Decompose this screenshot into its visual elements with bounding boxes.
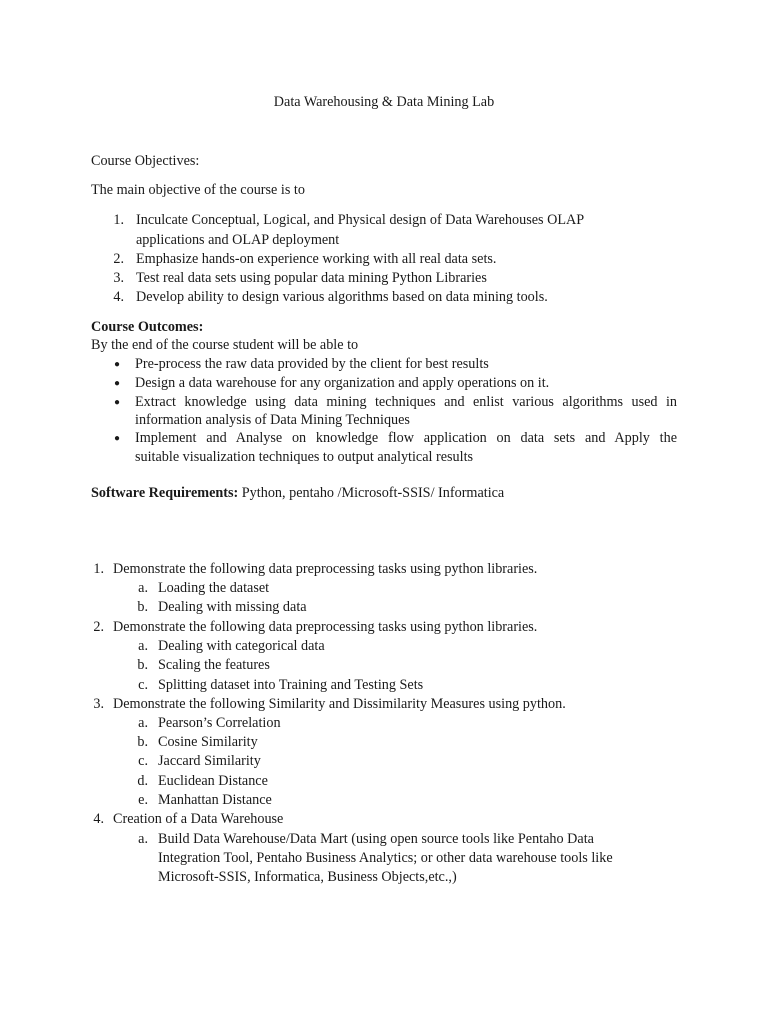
sub-item: Pearson’s Correlation (158, 715, 281, 731)
software-requirements-value: Python, pentaho /Microsoft-SSIS/ Informatica (238, 485, 505, 501)
outcome-item: Extract knowledge using data mining techniques and enlist various algorithms used in (135, 394, 677, 410)
bullet-icon: ● (114, 433, 121, 444)
sub-item-letter: a. (138, 638, 148, 654)
document-title: Data Warehousing & Data Mining Lab (273, 94, 495, 110)
bullet-icon: ● (114, 378, 121, 389)
sub-item: Dealing with missing data (158, 599, 307, 615)
sub-item: Cosine Similarity (158, 734, 258, 750)
outcome-item-continued: suitable visualization techniques to output analytical results (135, 449, 474, 465)
bullet-icon: ● (114, 397, 121, 408)
sub-item: Splitting dataset into Training and Testing Sets (158, 677, 424, 693)
objectives-heading: Course Objectives: (91, 153, 200, 169)
sub-item: Loading the dataset (158, 580, 270, 596)
outcome-item-continued: information analysis of Data Mining Techniques (135, 412, 410, 428)
outcome-item: Implement and Analyse on knowledge flow application on data sets and Apply the (135, 430, 677, 446)
outcome-item: Pre-process the raw data provided by the client for best results (135, 356, 489, 372)
sub-item-letter: d. (137, 773, 148, 789)
sub-item-letter: a. (138, 580, 148, 596)
sub-item-continued: Microsoft-SSIS, Informatica, Business Objects,etc.,) (158, 869, 457, 885)
software-requirements (91, 484, 504, 503)
experiment-item: Demonstrate the following Similarity and Dissimilarity Measures using python. (113, 696, 566, 712)
objective-item: Emphasize hands-on experience working with all real data sets. (136, 251, 497, 267)
sub-item-letter: b. (137, 657, 148, 673)
objective-item: Develop ability to design various algorithms based on data mining tools. (136, 289, 548, 305)
sub-item-letter: a. (138, 831, 148, 847)
sub-item-letter: c. (138, 677, 148, 693)
objective-item: Inculcate Conceptual, Logical, and Physical design of Data Warehouses OLAP (136, 212, 585, 228)
objective-number: 1. (113, 212, 124, 228)
sub-item-letter: b. (137, 734, 148, 750)
sub-item: Dealing with categorical data (158, 638, 325, 654)
experiment-number: 1. (93, 561, 104, 577)
outcome-item: Design a data warehouse for any organization and apply operations on it. (135, 375, 550, 391)
sub-item-letter: e. (138, 792, 148, 808)
experiment-item: Creation of a Data Warehouse (113, 811, 284, 827)
sub-item-letter: c. (138, 753, 148, 769)
objective-number: 4. (113, 289, 124, 305)
objective-number: 2. (113, 251, 124, 267)
experiment-number: 2. (93, 619, 104, 635)
experiment-number: 3. (93, 696, 104, 712)
sub-item-continued: Integration Tool, Pentaho Business Analytics; or other data warehouse tools like (158, 850, 613, 866)
bullet-icon: ● (114, 359, 121, 370)
experiment-item: Demonstrate the following data preprocessing tasks using python libraries. (113, 619, 538, 635)
sub-item: Euclidean Distance (158, 773, 268, 789)
objective-item-continued: applications and OLAP deployment (136, 232, 340, 248)
sub-item: Scaling the features (158, 657, 270, 673)
objective-number: 3. (113, 270, 124, 286)
sub-item: Build Data Warehouse/Data Mart (using open source tools like Pentaho Data (158, 831, 594, 847)
objective-item: Test real data sets using popular data mining Python Libraries (136, 270, 487, 286)
outcomes-intro: By the end of the course student will be able to (91, 337, 359, 353)
experiment-item: Demonstrate the following data preprocessing tasks using python libraries. (113, 561, 538, 577)
sub-item: Manhattan Distance (158, 792, 272, 808)
objectives-intro: The main objective of the course is to (91, 182, 305, 198)
experiment-number: 4. (93, 811, 104, 827)
sub-item-letter: a. (138, 715, 148, 731)
outcomes-heading: Course Outcomes: (91, 319, 204, 335)
sub-item-letter: b. (137, 599, 148, 615)
software-requirements-label: Software Requirements: (91, 485, 239, 501)
sub-item: Jaccard Similarity (158, 753, 261, 769)
